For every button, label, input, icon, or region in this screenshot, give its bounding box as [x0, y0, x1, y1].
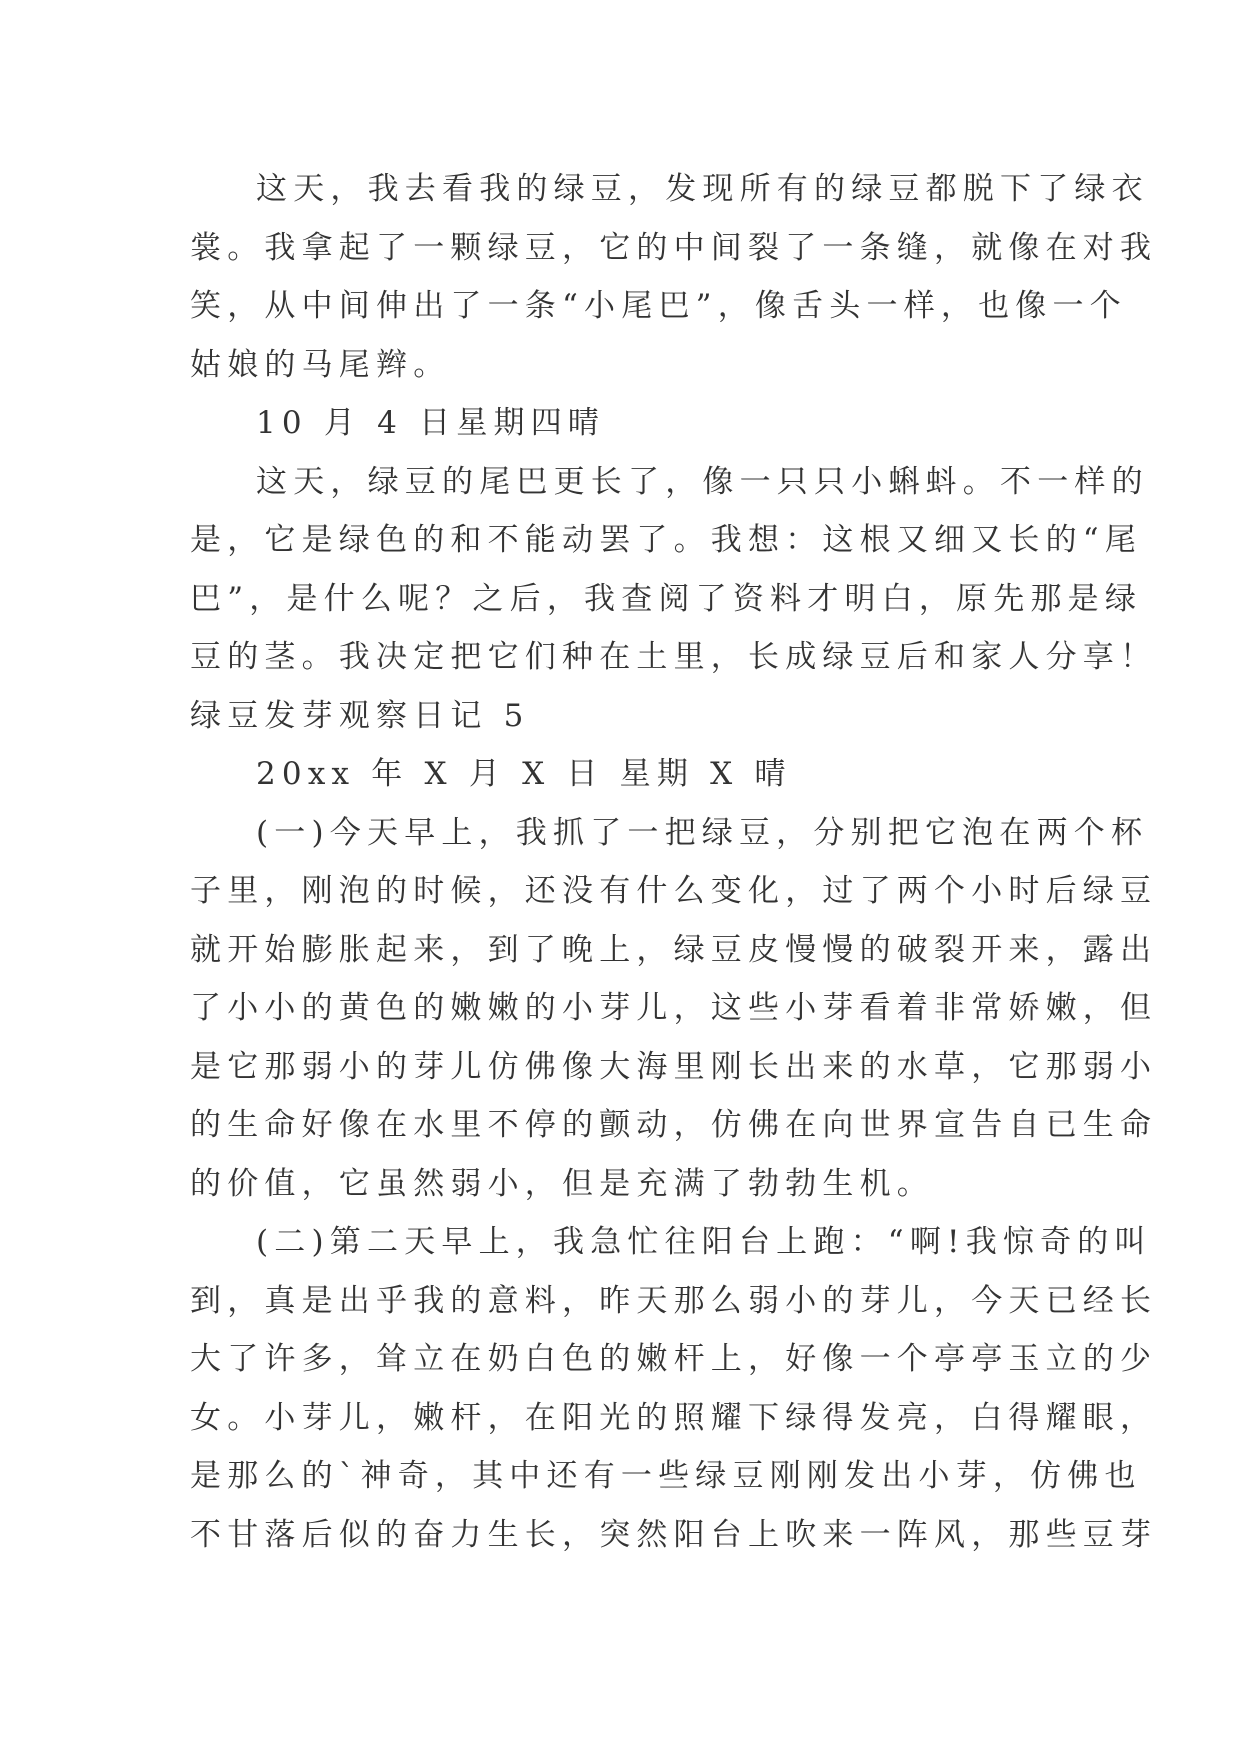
text-line: 姑娘的马尾辫。 — [190, 346, 451, 383]
text-line: 子里，刚泡的时候，还没有什么变化，过了两个小时后绿豆 — [190, 873, 1158, 909]
text-line: 的生命好像在水里不停的颤动，仿佛在向世界宣告自已生命 — [190, 1107, 1158, 1143]
document-body — [190, 160, 1158, 1564]
text-line: 这天，绿豆的尾巴更长了，像一只只小蝌蚪。不一样的 — [256, 463, 1149, 500]
text-line: 裳。我拿起了一颗绿豆，它的中间裂了一条缝，就像在对我 — [190, 229, 1158, 266]
text-line: 是它那弱小的芽儿仿佛像大海里刚长出来的水草，它那弱小 — [190, 1048, 1158, 1085]
text-line: 这天，我去看我的绿豆，发现所有的绿豆都脱下了绿衣 — [256, 171, 1149, 207]
text-line: 豆的茎。我决定把它们种在土里，长成绿豆后和家人分享！ — [190, 639, 1158, 675]
text-line: 的价值，它虽然弱小，但是充满了勃勃生机。 — [190, 1165, 934, 1202]
text-line: 大了许多，耸立在奶白色的嫩杆上，好像一个亭亭玉立的少 — [190, 1341, 1158, 1377]
text-line: 到，真是出乎我的意料，昨天那么弱小的芽儿，今天已经长 — [190, 1282, 1158, 1319]
text-line: 是那么的`神奇，其中还有一些绿豆刚刚发出小芽，仿佛也 — [190, 1458, 1142, 1494]
text-line: 不甘落后似的奋力生长，突然阳台上吹来一阵风，那些豆芽 — [190, 1516, 1158, 1553]
text-line: 了小小的黄色的嫩嫩的小芽儿，这些小芽看着非常娇嫩，但 — [190, 990, 1158, 1026]
text-line: 绿豆发芽观察日记 5 — [190, 697, 530, 734]
text-line: 10 月 4 日星期四晴 — [256, 405, 606, 441]
text-line: 笑，从中间伸出了一条“小尾巴”，像舌头一样，也像一个 — [190, 288, 1127, 324]
text-line: 巴”，是什么呢？之后，我查阅了资料才明白，原先那是绿 — [190, 580, 1143, 617]
text-line: 20xx 年 X 月 X 日 星期 X 晴 — [256, 756, 792, 792]
text-line: 是，它是绿色的和不能动罢了。我想：这根又细又长的“尾 — [190, 522, 1143, 558]
text-line: 就开始膨胀起来，到了晚上，绿豆皮慢慢的破裂开来，露出 — [190, 931, 1158, 968]
text-line: 女。小芽儿，嫩杆，在阳光的照耀下绿得发亮，白得耀眼， — [190, 1399, 1158, 1436]
text-line: (二)第二天早上，我急忙往阳台上跑：“啊!我惊奇的叫 — [256, 1224, 1152, 1260]
text-line: (一)今天早上，我抓了一把绿豆，分别把它泡在两个杯 — [256, 814, 1149, 851]
